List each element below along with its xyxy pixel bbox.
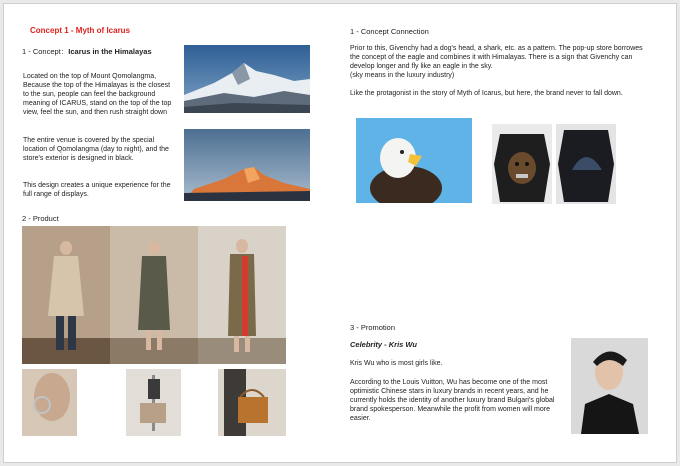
concept-text-1: Located on the top of Mount Qomolangma, Because the top of the Himalayas is the closest to the sun, people can feel the background meaning of ICARUS, stand on the top of the top view, feel the sun, and then rush straight down bbox=[23, 73, 172, 116]
product-heading: 2 - Product bbox=[22, 214, 59, 223]
concept-connection-heading: 1 - Concept Connection bbox=[350, 27, 429, 36]
celebrity-heading: Celebrity - Kris Wu bbox=[350, 340, 417, 349]
product-model-photo-1 bbox=[22, 226, 110, 364]
eagle-photo bbox=[356, 118, 472, 203]
himalayas-day-photo bbox=[184, 45, 310, 113]
concept-title: Concept 1 - Myth of Icarus bbox=[30, 26, 131, 35]
concept-heading-bold: Icarus in the Himalayas bbox=[68, 47, 152, 56]
document-page bbox=[3, 3, 677, 463]
connection-text-3: Like the protagonist in the story of Myth of Icarus, but here, the brand never to fall down. bbox=[350, 90, 623, 97]
connection-text-1: Prior to this, Givenchy had a dog's head, a shark, etc. as a pattern. The pop-up store borrowes the concept of the eagle and combines it with Himalayas. There is a sign that Givenchy can develop longer and fly like an eagle in the sky. bbox=[350, 45, 643, 70]
promo-text-1: Kris Wu who is most girls like. bbox=[350, 360, 443, 367]
earring-detail-photo bbox=[22, 369, 77, 436]
product-model-photo-3 bbox=[198, 226, 286, 364]
kris-wu-portrait-photo bbox=[571, 338, 648, 434]
concept-heading-prefix: 1 - Concept： bbox=[22, 47, 69, 56]
shark-print-sweatshirt-photo bbox=[556, 124, 616, 204]
concept-text-2: The entire venue is covered by the special location of Qomolangma (day to night), and the store's exterior is designed in black. bbox=[23, 137, 169, 162]
promo-text-2: According to the Louis Vuitton, Wu has become one of the most optimistic Chinese stars in luxury brands in recent years, and he currently holds the identity of another luxury brand Bulgari's global brand spokesperson. Meanwhile the profit from women will more easier. bbox=[350, 379, 555, 422]
dog-print-sweatshirt-photo bbox=[492, 124, 552, 204]
accessory-detail-photo bbox=[126, 369, 181, 436]
himalayas-sunset-photo bbox=[184, 129, 310, 201]
connection-text-2: (sky means in the luxury industry) bbox=[350, 72, 455, 79]
promotion-heading: 3 - Promotion bbox=[350, 323, 396, 332]
handbag-detail-photo bbox=[218, 369, 286, 436]
concept-text-3: This design creates a unique experience for the full range of displays. bbox=[23, 182, 171, 198]
product-model-photo-2 bbox=[110, 226, 198, 364]
concept-heading bbox=[22, 46, 152, 57]
